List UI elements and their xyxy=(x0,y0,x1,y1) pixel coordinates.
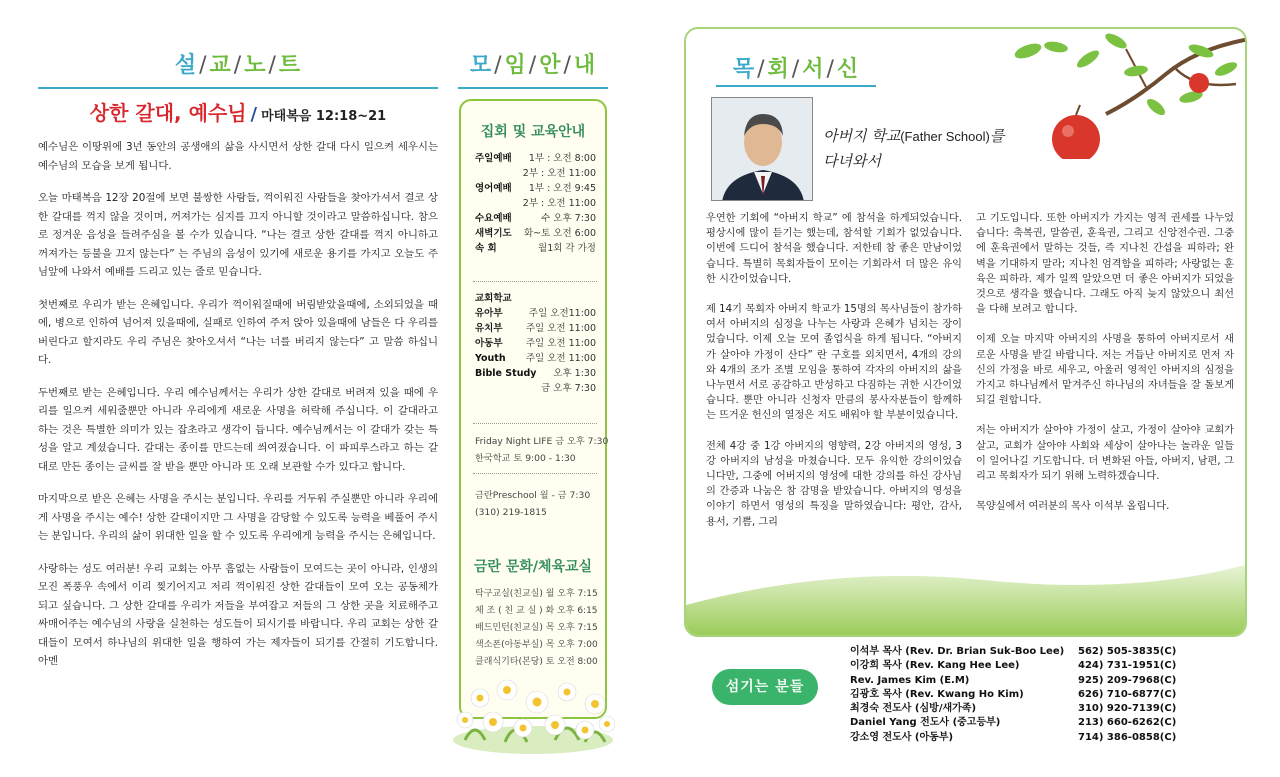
schedule-row: 수요예배 수 오후 7:30 xyxy=(475,213,596,224)
schedule-row: 교회학교 xyxy=(475,293,512,304)
letter-title-handwriting: 아버지 학교(Father School)를 다녀와서 xyxy=(823,127,1005,170)
pastor-photo xyxy=(711,97,813,201)
sermon-paragraph: 두번째로 받는 은혜입니다. 우리 예수님께서는 우리가 상한 갈대로 버려져 있을 때에 우리를 일으켜 세워줄뿐만 아니라 우리에게 새로운 사명을 허락해 주십니다. 이 갈대라고 하는 것은 특별한 의미가 있는 잡초라고 생각이 듭니다. 예수님께서는 이 갈대가 갖는 특성을 알고 계셨습니다. 갈대는 종이를 만드는데 씌여졌습니다. 이 파피루스라고 하는 갈대로 만든 종이는 글씨를 잘 받을 뿐만 아니라 또 오래 보관할 수가 있다고 합니다. xyxy=(38,386,438,473)
title-char: 모 xyxy=(469,53,493,78)
meeting-box-title: 집회 및 교육안내 xyxy=(480,124,586,140)
sermon-title: 상한 갈대, 예수님 xyxy=(89,101,247,125)
schedule-row: 속 회 월1회 각 가정 xyxy=(475,243,596,254)
sermon-paragraph: 예수님은 이땅위에 3년 동안의 공생애의 삶을 사시면서 상한 갈대 다시 일으켜 세우시는 예수님의 모습을 보게 됩니다. xyxy=(38,141,438,172)
staff-row: 김광호 목사 (Rev. Kwang Ho Kim) 626) 710-6877(C) xyxy=(850,688,1177,700)
meeting-guide-header xyxy=(458,48,608,89)
letter-paragraph: 우연한 기회에 “아버지 학교” 에 참석을 하게되었습니다. 평상시에 많이 듣기는 했는데, 참석할 기회가 없었습니다. 이번에 드디어 참석을 했습니다. 저한테 참 좋은 만남이었습니다. 특별히 목회자들이 모이는 기회라서 더 많은 유익한 시간이었습니다. xyxy=(706,213,962,285)
schedule-row: 금 오후 7:30 xyxy=(541,383,596,394)
title-char: 내 xyxy=(573,53,597,78)
friday-night-life: Friday Night LIFE 금 오후 7:30 xyxy=(475,436,609,447)
schedule-row: 유치부 주일 오전 11:00 xyxy=(475,323,596,334)
title-char: 서 xyxy=(802,57,825,82)
scripture-reference: 마태복음 12:18~21 xyxy=(261,109,387,124)
letter-body-left xyxy=(706,211,962,545)
dotted-divider xyxy=(473,473,597,474)
preschool-hours: 금란Preschool 월 - 금 7:30 xyxy=(475,490,591,501)
letter-body-right xyxy=(976,211,1234,529)
church-school-schedule xyxy=(475,291,599,396)
dotted-divider xyxy=(473,281,597,282)
list-item: 클래식기타(본당) 토 오전 8:00 xyxy=(475,657,598,667)
title-char: 노 xyxy=(244,53,267,78)
list-item: 체 조 ( 친 교 실 ) 화 오후 6:15 xyxy=(475,606,598,616)
schedule-row: Bible Study 오후 1:30 xyxy=(475,368,596,379)
worship-schedule xyxy=(475,151,599,256)
sermon-paragraph: 마지막으로 받은 은혜는 사명을 주시는 분입니다. 우리를 거두워 주실뿐만 아니라 우리에게 사명을 주시는 예수! 상한 갈대이지만 그 사명을 감당할 수 있도록 능력을 베풀어 주시는 분입니다. 우리의 삶이 위대한 일을 할 수 있도록 우리에게 능력을 주시는 은혜입니다. xyxy=(38,493,438,542)
staff-list xyxy=(850,645,1230,745)
schedule-row: 2부 : 오전 11:00 xyxy=(522,168,596,179)
list-item: 배드민턴(친교실) 목 오후 7:15 xyxy=(475,623,598,633)
schedule-row: 새벽기도 화~토 오전 6:00 xyxy=(475,228,596,239)
title-char: 교 xyxy=(209,53,232,78)
sermon-paragraph: 첫번째로 우리가 받는 은혜입니다. 우리가 꺽이워질때에 버림받았을때에, 소외되었을 때에, 병으로 인하여 넘어져 있을때에, 실패로 인하여 주저 앉아 있을때에 남들은 다 우리를 버린다고 할지라도 우리 주님은 찾아오셔서 “나는 너를 버리지 않는다” 고 말씀 하십니다. xyxy=(38,298,438,366)
staff-row: 이석부 목사 (Rev. Dr. Brian Suk-Boo Lee) 562) 505-3835(C) xyxy=(850,646,1177,657)
daisy-flowers-image xyxy=(445,670,620,755)
letter-paragraph: 저는 아버지가 살아야 가정이 살고, 가정이 살아야 교회가 살고, 교회가 살아야 사회와 세상이 살아나는 놀라운 일들이 일어나길 기도합니다. 더 변화된 아들, 아버지, 남편, 그리고 목회자가 되기 위해 노력하겠습니다. xyxy=(976,425,1234,483)
servants-label-badge: 섬기는 분들 xyxy=(712,669,818,705)
letter-paragraph: 이제 오늘 마지막 아버지의 사명을 통하여 아버지로서 새로운 사명을 받길 바랍니다. 저는 거듭난 아버지로 먼저 자신의 가정을 바로 세우고, 아울러 영적인 아버지의 심정을 가지고 하나님께서 맡겨주신 하나님의 자녀들을 잘 돌보게 되길 원합니다. xyxy=(976,334,1234,407)
staff-row: 최경숙 전도사 (심방/새가족) 310) 920-7139(C) xyxy=(850,703,1177,715)
sermon-paragraph: 오늘 마태복음 12장 20절에 보면 불쌍한 사람들, 꺽이워진 사람들을 찾아가셔서 결코 상한 갈대를 꺽지 않을 것이며, 꺼져가는 심지를 끄지 아니할 것이라고 말씀하십니다. 참으로 정겨운 음성을 들려주심을 볼 수가 있습니다. “나는 결코 상한 갈대를 꺽지 아니하고 꺼져가는 등불을 끄지 않는다” 는 주님의 음성이 있기에 새로운 용기를 가지고 오늘도 주님앞에 나와서 예배를 드리고 있는 줄로 믿습니다. xyxy=(38,192,438,278)
culture-class-list xyxy=(475,586,605,671)
schedule-row: Youth 주일 오전 11:00 xyxy=(475,353,596,364)
culture-class-title: 금란 문화/체육교실 xyxy=(473,559,593,575)
meeting-section-title: 모/임/안/내 xyxy=(469,53,597,78)
section-divider xyxy=(716,85,876,87)
letter-paragraph: 고 기도입니다. 또한 아버지가 가지는 영적 권세를 나누었습니다: 축복권, 말씀권, 훈육권, 그리고 신앙전수권. 그중에 훈육권에서 말하는 것들, 즉 지나친 간섭을 피하라; 완벽을 기대하지 말라; 지나친 엄격함을 피하라; 사랑없는 훈육은 피하라. 제가 일찍 알았으면 더 좋은 아버지가 되었을 것으로 생각을 했습니다. 그래도 아직 늦지 않았으니 최선을 다해 보려고 합니다. xyxy=(976,213,1234,316)
title-char: 임 xyxy=(504,53,527,78)
schedule-row: 영어예배 1부 : 오전 9:45 xyxy=(475,183,596,194)
sermon-body xyxy=(38,138,438,671)
list-item: 탁구교실(친교실) 월 오후 7:15 xyxy=(475,589,598,599)
letter-paragraph: 전체 4강 중 1강 아버지의 영향력, 2강 아버지의 영성, 3강 아버지의 남성을 마쳤습니다. 모두 유익한 강의이었습니다만, 그중에 어버지의 영성에 대한 강의를 하신 강사님의 간증과 나눔은 참 감명을 받았습니다. 아버지의 영성을 이야기 하면서 영성의 특징을 말하였습니다: 평안, 감사, 용서, 기쁨, 그리 xyxy=(706,440,962,528)
staff-row: Rev. James Kim (E.M) 925) 209-7968(C) xyxy=(850,674,1177,686)
schedule-row: 주일예배 1부 : 오전 8:00 xyxy=(475,153,596,164)
schedule-row: 아동부 주일 오전 11:00 xyxy=(475,338,596,349)
list-item: 색소폰(아동부실) 목 오후 7:00 xyxy=(475,640,598,650)
title-char: 목 xyxy=(732,57,756,82)
title-slash: / xyxy=(250,104,258,125)
preschool-phone: (310) 219-1815 xyxy=(475,507,547,518)
sermon-section-title: 설/교/노/트 xyxy=(174,53,302,78)
dotted-divider xyxy=(473,423,597,424)
letter-paragraph: 제 14기 목회자 아버지 학교가 15명의 목사님들이 참가하여서 아버지의 심정을 나누는 사랑과 은혜가 넘치는 장이었습니다. 이제 오늘 모여 졸업식을 하게 됩니다. “아버지가 살아야 가정이 산다” 란 구호를 외치면서, 4개의 강의와 4개의 조가 조별 모임을 통하여 각자의 아버지의 삶을 나누면서 서로 공감하고 반성하고 다짐하는 귀한 시간이었습니다. 뿐만 아니라 신청자 만큼의 봉사자분들이 함께하는 뜨거운 헌신의 열정은 저도 배워야 할 부분이었습니다. xyxy=(706,304,962,422)
title-char: 설 xyxy=(174,53,198,78)
section-divider xyxy=(38,87,438,89)
grass-field-image xyxy=(686,545,1245,635)
section-divider xyxy=(458,87,608,89)
sermon-note-section xyxy=(38,48,438,685)
letter-section-title: 목/회/서/신 xyxy=(732,57,860,82)
pastor-letter-section xyxy=(684,27,1247,637)
title-char: 신 xyxy=(836,57,860,82)
schedule-row: 2부 : 오전 11:00 xyxy=(522,198,596,209)
staff-row: 이강희 목사 (Rev. Kang Hee Lee) 424) 731-1951(C) xyxy=(850,660,1177,672)
letter-signature: 목양실에서 여러분의 목사 이석부 올립니다. xyxy=(976,501,1170,513)
schedule-row: 유아부 주일 오전11:00 xyxy=(475,308,596,319)
staff-row: 강소영 전도사 (아동부) 714) 386-0858(C) xyxy=(850,731,1177,743)
title-char: 안 xyxy=(539,53,562,78)
title-char: 회 xyxy=(767,57,790,82)
meeting-info-box xyxy=(459,99,607,719)
staff-row: Daniel Yang 전도사 (중고등부) 213) 660-6262(C) xyxy=(850,717,1177,729)
korean-school: 한국학교 토 9:00 - 1:30 xyxy=(475,453,576,464)
title-char: 트 xyxy=(278,53,302,78)
sermon-header xyxy=(38,97,438,126)
sermon-paragraph: 사랑하는 성도 여러분! 우리 교회는 아무 흠없는 사람들이 모여드는 곳이 아니라, 인생의 모진 폭풍우 속에서 이리 찢기어지고 저리 꺽이워진 상한 갈대들이 모여 오는 공동체가 되고 싶습니다. 그 상한 갈대를 우리가 저들을 부여잡고 저들의 그 상한 곳을 치료해주고 싸매어주는 예수님의 사랑을 실천하는 성도들이 되시기를 바랍니다. 우리 교회는 상한 갈대들이 모여서 하나님의 위대한 일을 행하여 가는 제자들이 되기를 간절히 기도합니다. 아멘 xyxy=(38,562,438,667)
